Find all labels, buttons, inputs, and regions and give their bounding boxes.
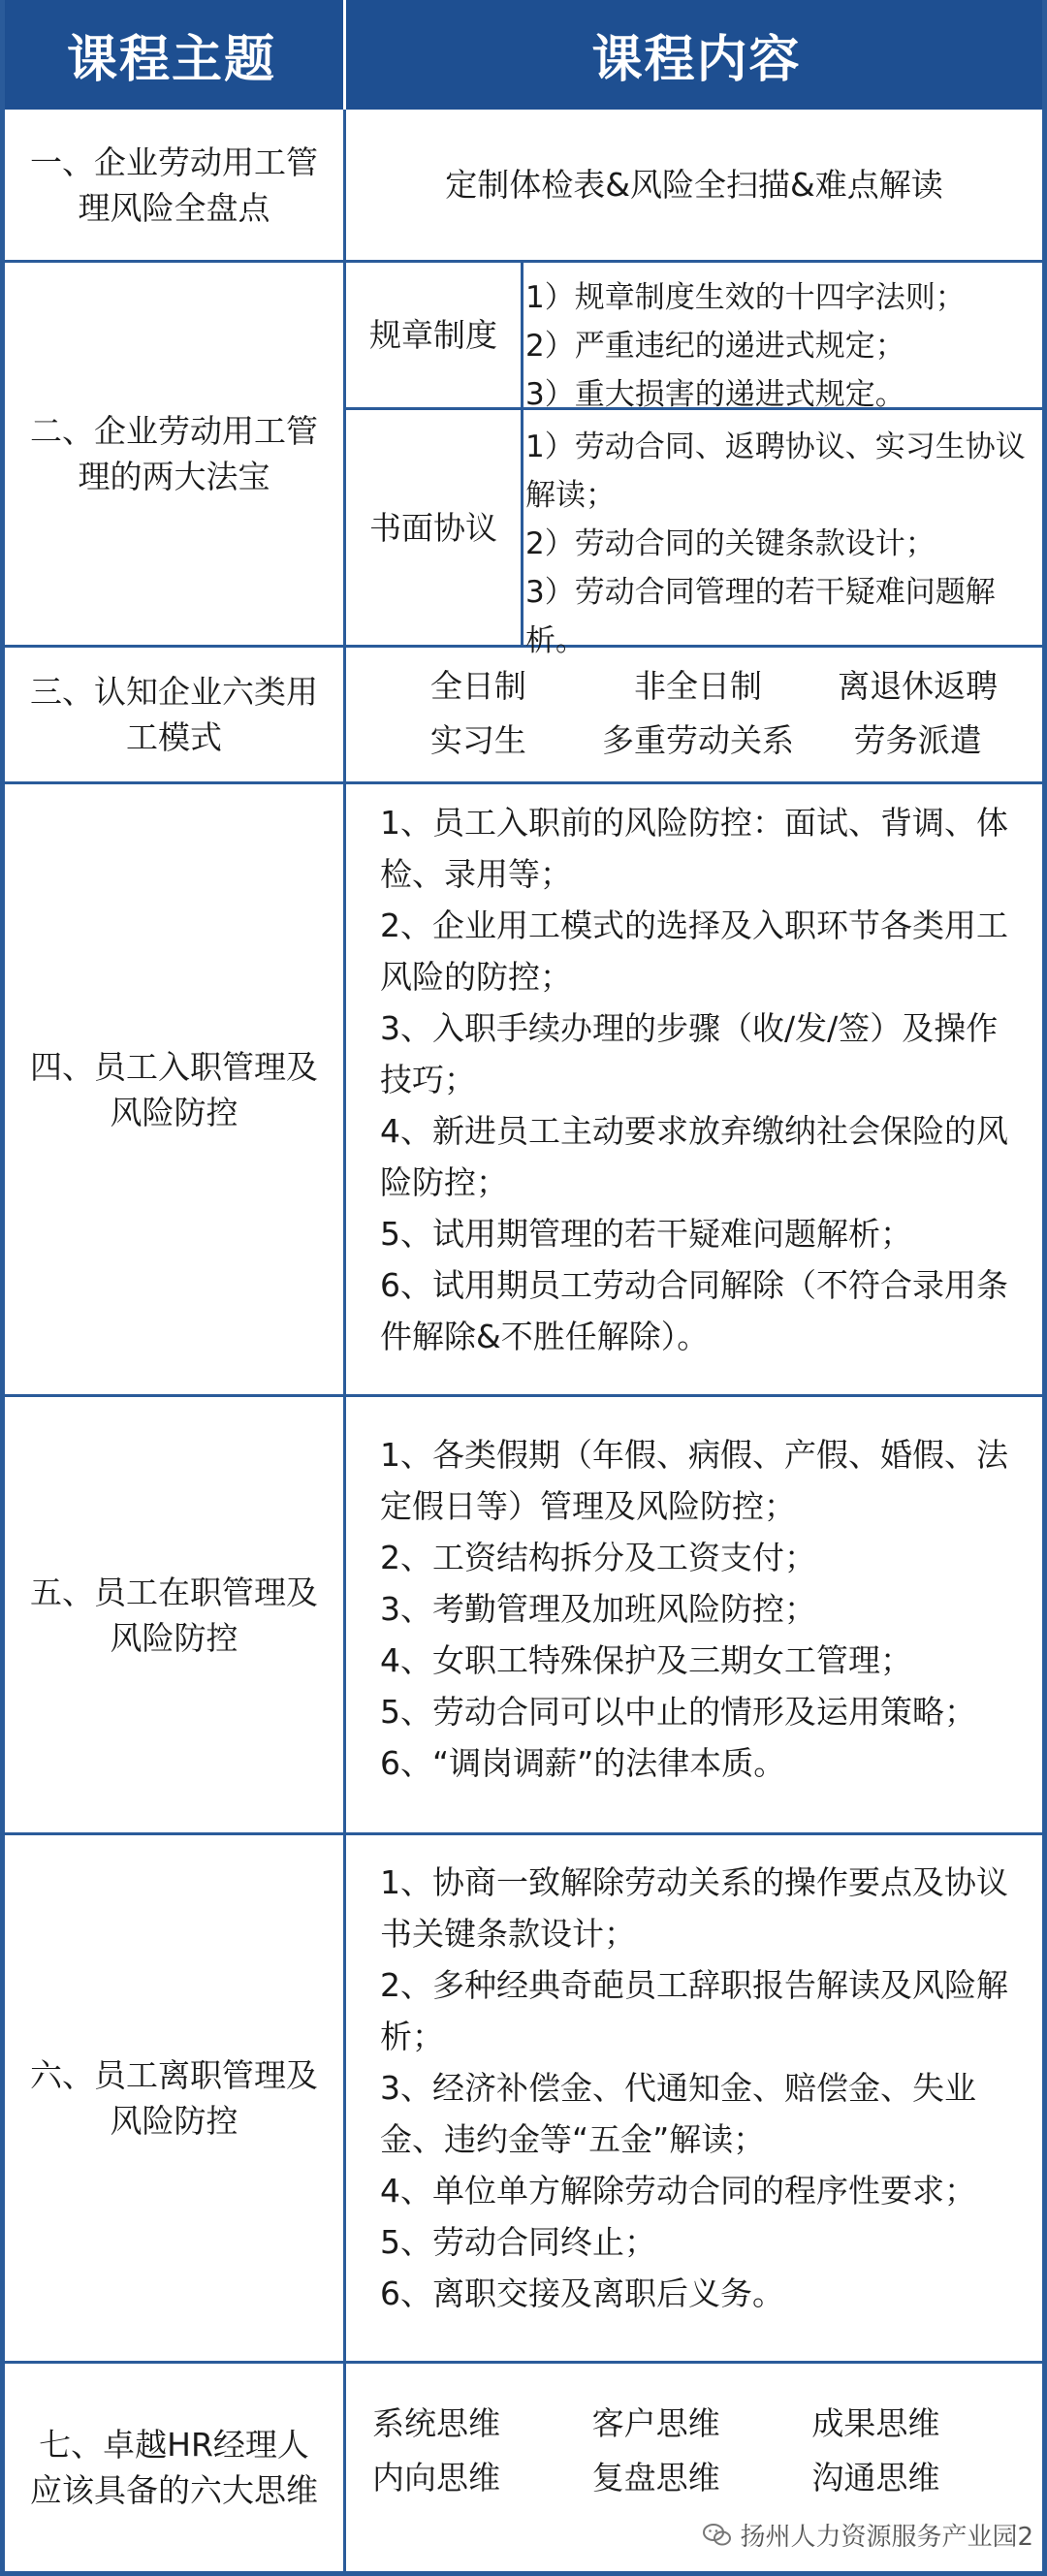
- list-item: 1、协商一致解除劳动关系的操作要点及协议书关键条款设计；: [380, 1863, 1008, 1953]
- list-item: 1、各类假期（年假、病假、产假、婚假、法定假日等）管理及风险防控；: [380, 1436, 1008, 1525]
- mindset-item: 沟通思维: [811, 2459, 940, 2496]
- row3-topic: 三、认知企业六类用工模式: [30, 673, 318, 756]
- list-item: 6、试用期员工劳动合同解除（不符合录用条件解除&不胜任解除）。: [380, 1266, 1008, 1355]
- list-item: 4、女职工特殊保护及三期女工管理；: [380, 1641, 912, 1679]
- list-item: 3、经济补偿金、代通知金、赔偿金、失业金、违约金等“五金”解读；: [380, 2069, 976, 2158]
- mode-item: 非全日制: [633, 667, 762, 705]
- mode-item: 实习生: [429, 721, 526, 759]
- list-item: 2）严重违纪的递进式规定；: [525, 329, 905, 364]
- header-topic: 课程主题: [0, 0, 343, 110]
- list-item: 2、工资结构拆分及工资支付；: [380, 1539, 816, 1576]
- row5-topic: 五、员工在职管理及风险防控: [30, 1573, 318, 1657]
- row7-topic: 七、卓越HR经理人应该具备的六大思维: [30, 2426, 318, 2509]
- list-item: 4、单位单方解除劳动合同的程序性要求；: [380, 2172, 976, 2210]
- list-item: 3）重大损害的递进式规定。: [525, 377, 905, 412]
- sub-items-rules: [525, 273, 1030, 419]
- sub-label-agreement: 书面协议: [369, 508, 497, 547]
- list-item: 4、新进员工主动要求放弃缴纳社会保险的风险防控；: [380, 1112, 1008, 1201]
- list-item: 6、“调岗调薪”的法律本质。: [380, 1744, 786, 1782]
- list-item: 5、劳动合同终止；: [380, 2223, 656, 2261]
- list-item: 3、考勤管理及加班风险防控；: [380, 1590, 816, 1628]
- list-item: 3、入职手续办理的步骤（收/发/签）及操作技巧；: [380, 1009, 999, 1098]
- mindset-item: 系统思维: [372, 2404, 500, 2442]
- watermark: [703, 2517, 1033, 2553]
- list-item: 3）劳动合同管理的若干疑难问题解析。: [525, 575, 996, 658]
- list-item: 1）劳动合同、返聘协议、实习生协议解读；: [525, 429, 1026, 513]
- watermark-text: 扬州人力资源服务产业园2: [740, 2523, 1033, 2552]
- employment-modes: [368, 659, 1028, 768]
- row6-items: [380, 1857, 1030, 2319]
- border-bottom: [0, 2571, 1047, 2576]
- sub-items-agreement: [525, 423, 1030, 665]
- row1-content: 定制体检表&风险全扫描&难点解读: [445, 166, 943, 204]
- list-item: 2、多种经典奇葩员工辞职报告解读及风险解析；: [380, 1966, 1008, 2055]
- mindset-list: [368, 2397, 1031, 2505]
- row4-items: [380, 797, 1030, 1362]
- list-item: 1）规章制度生效的十四字法则；: [525, 280, 966, 315]
- border-right: [1042, 0, 1047, 2576]
- mode-item: 全日制: [429, 667, 526, 705]
- mode-item: 离退休返聘: [838, 667, 999, 705]
- mode-item: 劳务派遣: [853, 721, 982, 759]
- sub-column-divider: [521, 260, 524, 645]
- row5-items: [380, 1429, 1030, 1789]
- list-item: 5、劳动合同可以中止的情形及运用策略；: [380, 1693, 976, 1731]
- mindset-item: 成果思维: [811, 2404, 940, 2442]
- list-item: 5、试用期管理的若干疑难问题解析；: [380, 1215, 912, 1253]
- list-item: 2）劳动合同的关键条款设计；: [525, 526, 936, 561]
- list-item: 1、员工入职前的风险防控：面试、背调、体检、录用等；: [380, 804, 1008, 893]
- list-item: 2、企业用工模式的选择及入职环节各类用工风险的防控；: [380, 906, 1008, 996]
- mode-item: 多重劳动关系: [601, 721, 794, 759]
- row2-topic: 二、企业劳动用工管理的两大法宝: [30, 412, 318, 495]
- wechat-icon: [703, 2523, 732, 2548]
- sub-label-rules: 规章制度: [369, 316, 497, 354]
- mindset-item: 内向思维: [372, 2459, 500, 2496]
- mindset-item: 客户思维: [591, 2404, 720, 2442]
- row4-topic: 四、员工入职管理及风险防控: [30, 1047, 318, 1131]
- header-content: 课程内容: [346, 0, 1047, 110]
- row6-topic: 六、员工离职管理及风险防控: [30, 2056, 318, 2140]
- row1-topic: 一、企业劳动用工管理风险全盘点: [30, 143, 318, 227]
- mindset-item: 复盘思维: [591, 2459, 720, 2496]
- list-item: 6、离职交接及离职后义务。: [380, 2274, 784, 2312]
